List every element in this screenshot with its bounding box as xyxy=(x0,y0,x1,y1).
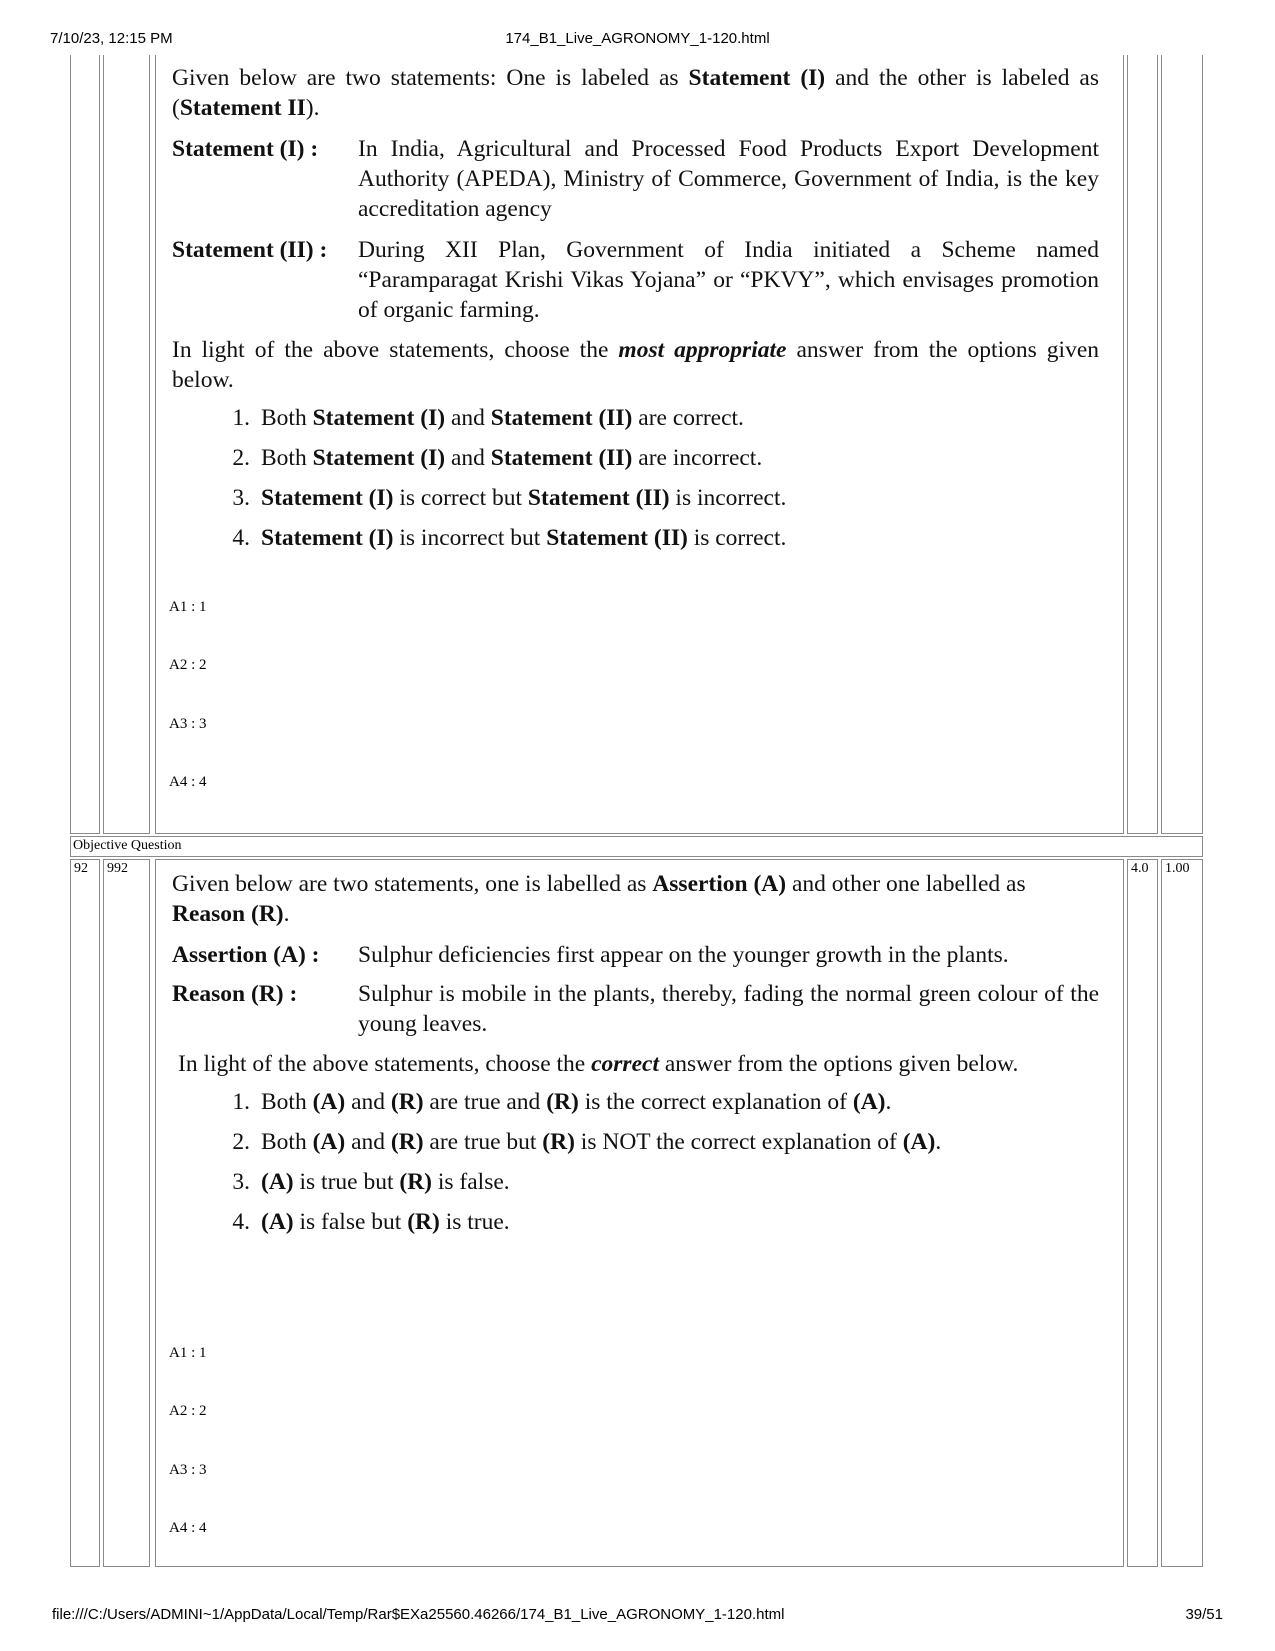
q2-marks-cell xyxy=(1127,859,1158,1567)
q2-negative-cell xyxy=(1161,859,1203,1567)
print-datetime: 7/10/23, 12:15 PM xyxy=(50,30,173,47)
statement-1-text: In India, Agricultural and Processed Food Products Export Development Authority (APEDA), Ministry of Commerce, Government of India, is the key accreditation agency xyxy=(358,136,1099,222)
q1-question xyxy=(172,63,1099,563)
q2-serial: 92 xyxy=(74,861,88,876)
q1-negative-cell xyxy=(1161,55,1203,834)
q2-assertion xyxy=(172,940,1099,970)
q1-serial-cell xyxy=(70,55,100,834)
q1-option-2: 2. Both Statement (I) and Statement (II) are incorrect. xyxy=(232,445,763,471)
statement-2-label: Statement (II) : xyxy=(172,237,328,263)
q2-answer-4: A4 : 4 xyxy=(169,1520,207,1536)
statement-2-text: During XII Plan, Government of India initiated a Scheme named “Paramparagat Krishi Vikas Yojana” or “PKVY”, which envisages promotion of organic farming. xyxy=(358,237,1099,323)
q1-option-4: 4. Statement (I) is incorrect but Statement (II) is correct. xyxy=(232,525,787,551)
q2-answer-3: A3 : 3 xyxy=(169,1462,207,1478)
q2-option-2: 2. Both (A) and (R) are true but (R) is NOT the correct explanation of (A). xyxy=(232,1129,942,1155)
q2-option-3: 3. (A) is true but (R) is false. xyxy=(232,1169,510,1195)
q2-question xyxy=(172,869,1099,1247)
reason-text: Sulphur is mobile in the plants, thereby, fading the normal green colour of the young leaves. xyxy=(358,981,1099,1037)
q1-instruction: In light of the above statements, choose the most appropriate answer from the options given below. xyxy=(172,337,1100,393)
section-label: Objective Question xyxy=(73,838,182,853)
assertion-text: Sulphur deficiencies first appear on the younger growth in the plants. xyxy=(358,942,1009,968)
q1-marks-cell xyxy=(1127,55,1158,834)
q1-answer-4: A4 : 4 xyxy=(169,774,207,790)
print-page-number: 39/51 xyxy=(1185,1606,1223,1623)
q1-option-3: 3. Statement (I) is correct but Statement (II) is incorrect. xyxy=(232,485,787,511)
print-file-path: file:///C:/Users/ADMINI~1/AppData/Local/Temp/Rar$EXa25560.46266/174_B1_Live_AGRONOMY_1-120.html xyxy=(52,1606,785,1623)
q2-answer-1: A1 : 1 xyxy=(169,1345,207,1361)
q2-reason xyxy=(172,979,1099,1039)
q1-answer-2: A2 : 2 xyxy=(169,657,207,673)
q2-marks: 4.0 xyxy=(1131,861,1149,876)
q2-options xyxy=(172,1087,1099,1237)
q1-intro: Given below are two statements: One is labeled as Statement (I) and the other is labeled as (Statement II). xyxy=(172,65,1099,121)
q2-serial-cell xyxy=(70,859,100,1567)
q2-instruction: In light of the above statements, choose the correct answer from the options given below. xyxy=(178,1051,1019,1077)
q2-answer-2: A2 : 2 xyxy=(169,1403,207,1419)
q2-option-4: 4. (A) is false but (R) is true. xyxy=(232,1209,510,1235)
q1-statement-1 xyxy=(172,134,1099,224)
q2-id-cell xyxy=(103,859,150,1567)
reason-label: Reason (R) : xyxy=(172,981,298,1007)
print-title: 174_B1_Live_AGRONOMY_1-120.html xyxy=(505,30,770,47)
q2-intro: Given below are two statements, one is labelled as Assertion (A) and other one labelled as Reason (R). xyxy=(172,871,1026,927)
section-label-row xyxy=(70,836,1203,857)
statement-1-label: Statement (I) : xyxy=(172,136,319,162)
q1-answer-1: A1 : 1 xyxy=(169,599,207,615)
q1-options xyxy=(172,403,1099,553)
q1-answer-3: A3 : 3 xyxy=(169,716,207,732)
q1-option-1: 1. Both Statement (I) and Statement (II) are correct. xyxy=(232,405,744,431)
q2-qid: 992 xyxy=(107,861,128,876)
q2-option-1: 1. Both (A) and (R) are true and (R) is the correct explanation of (A). xyxy=(232,1089,892,1115)
assertion-label: Assertion (A) : xyxy=(172,942,320,968)
q1-id-cell xyxy=(103,55,150,834)
q2-negative-marks: 1.00 xyxy=(1165,861,1190,876)
q1-statement-2 xyxy=(172,235,1099,325)
